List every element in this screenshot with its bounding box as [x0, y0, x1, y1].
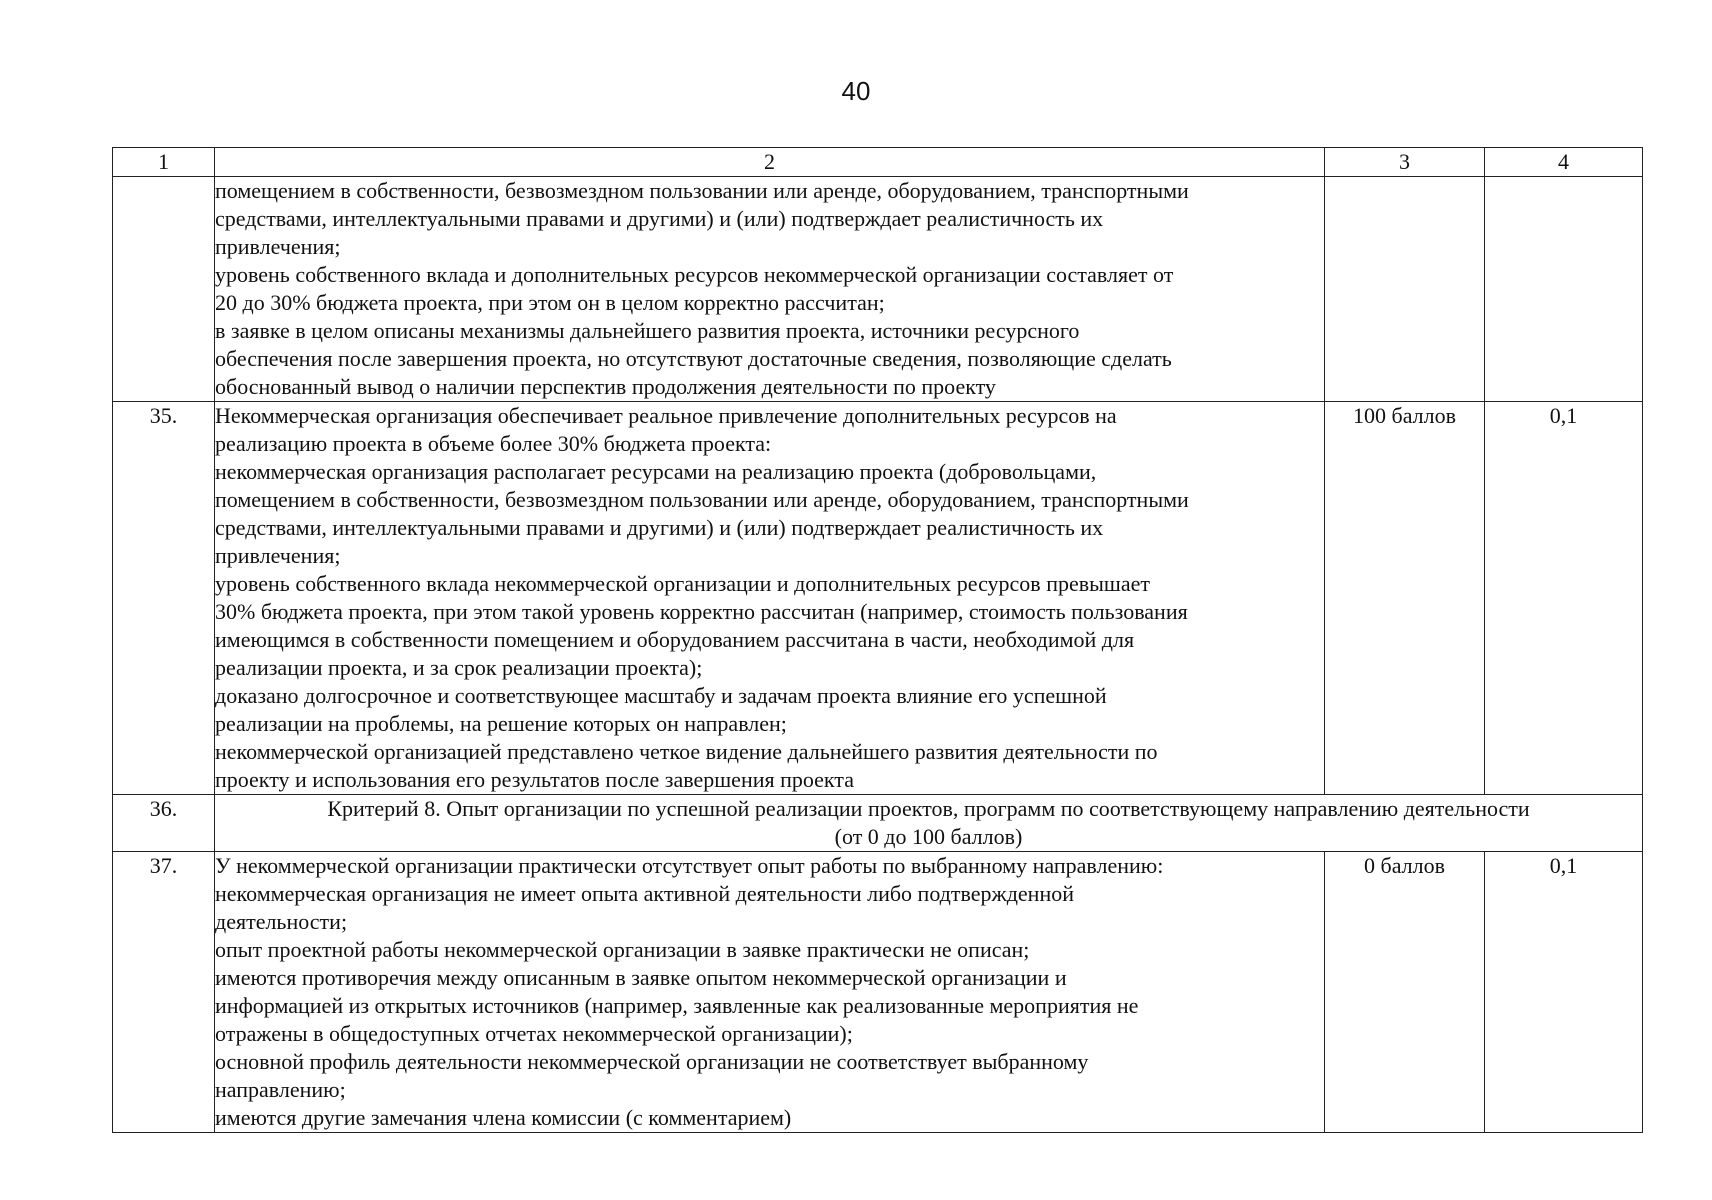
description-line: реализации проекта, и за срок реализации проекта); — [215, 655, 703, 680]
table-row — [113, 852, 1643, 1133]
description-line: доказано долгосрочное и соответствующее масштабу и задачам проекта влияние его успешной — [215, 683, 1107, 708]
description-line: имеющимся в собственности помещением и оборудованием рассчитана в части, необходимой для — [215, 627, 1135, 652]
description-line: информацией из открытых источников (например, заявленные как реализованные мероприятия не — [215, 993, 1139, 1018]
table-row — [113, 402, 1643, 795]
description-line: опыт проектной работы некоммерческой организации в заявке практически не описан; — [215, 937, 1030, 962]
description-line: некоммерческой организацией представлено четкое видение дальнейшего развития деятельности по — [215, 739, 1158, 764]
description-line: помещением в собственности, безвозмездном пользовании или аренде, оборудованием, транспортными — [215, 487, 1189, 512]
description-line: отражены в общедоступных отчетах некоммерческой организации); — [215, 1021, 853, 1046]
description-line: помещением в собственности, безвозмездном пользовании или аренде, оборудованием, транспортными — [215, 178, 1189, 203]
description-line: уровень собственного вклада и дополнительных ресурсов некоммерческой организации составляет от — [215, 262, 1174, 287]
description-line: привлечения; — [215, 543, 341, 568]
row-description — [215, 402, 1325, 795]
description-line: некоммерческая организация не имеет опыта активной деятельности либо подтвержденной — [215, 881, 1074, 906]
criterion-heading-line: Критерий 8. Опыт организации по успешной реализации проектов, программ по соответствующему направлению деятельности — [327, 796, 1530, 821]
page-number: 40 — [841, 76, 871, 106]
description-line: 30% бюджета проекта, при этом такой уровень корректно рассчитан (например, стоимость пользования — [215, 599, 1188, 624]
row-description — [215, 177, 1325, 402]
row-description — [215, 852, 1325, 1133]
criteria-table — [112, 147, 1643, 1133]
description-line: деятельности; — [215, 909, 348, 934]
row-number — [113, 177, 215, 402]
row-score: 100 баллов — [1325, 402, 1485, 795]
row-number: 35. — [113, 402, 215, 795]
row-score: 0 баллов — [1325, 852, 1485, 1133]
description-line: в заявке в целом описаны механизмы дальнейшего развития проекта, источники ресурсного — [215, 318, 1080, 343]
description-line: реализацию проекта в объеме более 30% бюджета проекта: — [215, 431, 772, 456]
criterion-heading-line: (от 0 до 100 баллов) — [834, 824, 1023, 849]
description-line: средствами, интеллектуальными правами и другими) и (или) подтверждает реалистичность их — [215, 206, 1104, 231]
description-line: обоснованный вывод о наличии перспектив продолжения деятельности по проекту — [215, 374, 996, 399]
column-header-1: 1 — [113, 148, 215, 177]
description-line: имеются другие замечания члена комиссии (с комментарием) — [215, 1105, 792, 1130]
row-number: 36. — [113, 795, 215, 852]
description-line: имеются противоречия между описанным в заявке опытом некоммерческой организации и — [215, 965, 1067, 990]
description-line: уровень собственного вклада некоммерческой организации и дополнительных ресурсов превышает — [215, 571, 1150, 596]
column-header-3: 3 — [1325, 148, 1485, 177]
description-line: некоммерческая организация располагает ресурсами на реализацию проекта (добровольцами, — [215, 459, 1097, 484]
description-line: привлечения; — [215, 234, 341, 259]
criterion-heading — [215, 795, 1643, 852]
row-weight: 0,1 — [1485, 852, 1643, 1133]
description-line: 20 до 30% бюджета проекта, при этом он в целом корректно рассчитан; — [215, 290, 885, 315]
row-weight: 0,1 — [1485, 402, 1643, 795]
description-line: основной профиль деятельности некоммерческой организации не соответствует выбранному — [215, 1049, 1089, 1074]
table-header-row — [113, 148, 1643, 177]
criterion-heading-row — [113, 795, 1643, 852]
row-weight — [1485, 177, 1643, 402]
description-line: Некоммерческая организация обеспечивает реальное привлечение дополнительных ресурсов на — [215, 403, 1117, 428]
description-line: средствами, интеллектуальными правами и другими) и (или) подтверждает реалистичность их — [215, 515, 1104, 540]
description-line: направлению; — [215, 1077, 346, 1102]
description-line: У некоммерческой организации практически отсутствует опыт работы по выбранному направлению: — [215, 853, 1164, 878]
description-line: реализации на проблемы, на решение которых он направлен; — [215, 711, 787, 736]
row-score — [1325, 177, 1485, 402]
description-line: обеспечения после завершения проекта, но отсутствуют достаточные сведения, позволяющие сделать — [215, 346, 1172, 371]
row-number: 37. — [113, 852, 215, 1133]
description-line: проекту и использования его результатов после завершения проекта — [215, 767, 854, 792]
column-header-2: 2 — [215, 148, 1325, 177]
table-row — [113, 177, 1643, 402]
column-header-4: 4 — [1485, 148, 1643, 177]
